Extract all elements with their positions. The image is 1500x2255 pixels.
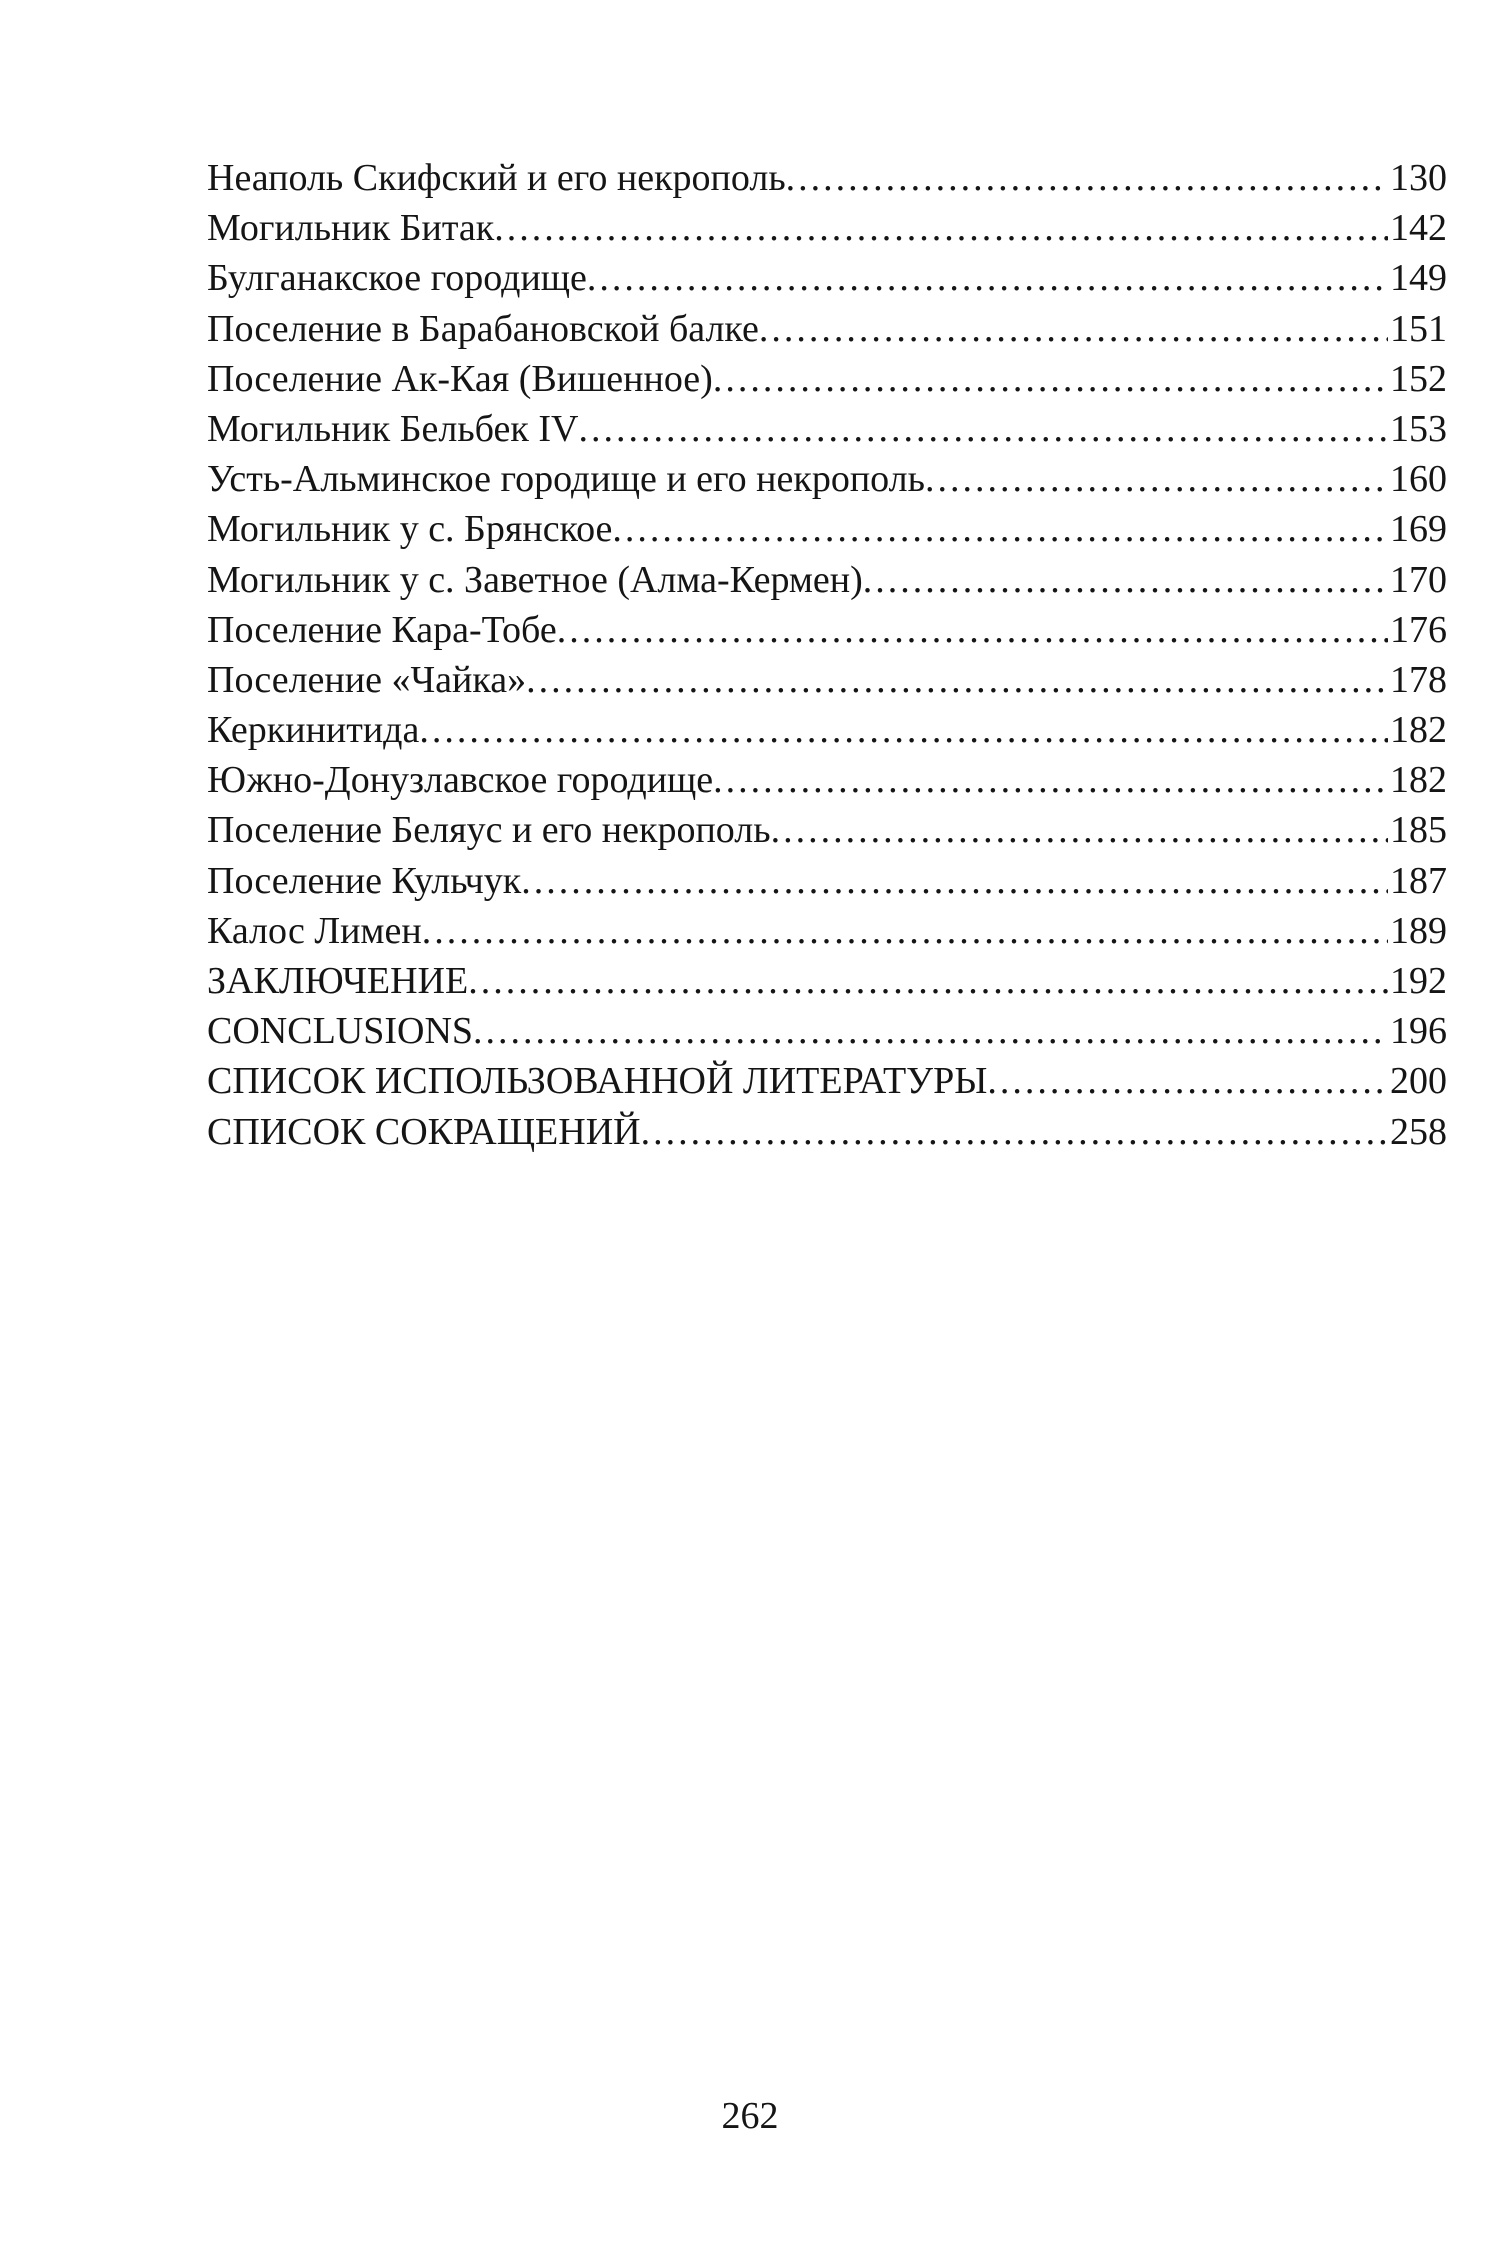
- toc-leader-dots: [578, 404, 1388, 454]
- toc-entry: [207, 856, 1447, 906]
- toc-leader-dots: [925, 454, 1388, 504]
- toc-leader-dots: [473, 1006, 1388, 1056]
- toc-entry-title: СПИСОК ИСПОЛЬЗОВАННОЙ ЛИТЕРАТУРЫ: [207, 1060, 988, 1103]
- toc-leader-dots: [419, 705, 1388, 755]
- toc-entry: [207, 555, 1447, 605]
- toc-entry-title: Поселение Беляус и его некрополь: [207, 809, 771, 852]
- toc-entry-page: 176: [1390, 608, 1447, 651]
- page-number: 262: [721, 2095, 779, 2137]
- toc-entry-page: 153: [1390, 407, 1447, 450]
- toc-entry: [207, 1056, 1447, 1106]
- toc-entry-title: Могильник у с. Брянское: [207, 508, 613, 551]
- toc-leader-dots: [786, 153, 1388, 203]
- toc-entry-page: 142: [1390, 207, 1447, 250]
- toc-entry: [207, 153, 1447, 203]
- toc-entry-page: 160: [1390, 458, 1447, 501]
- toc-entry: [207, 956, 1447, 1006]
- toc-entry: [207, 1107, 1447, 1157]
- toc-leader-dots: [587, 253, 1388, 303]
- toc-leader-dots: [771, 805, 1388, 855]
- toc-entry: [207, 354, 1447, 404]
- toc-entry-title: Калос Лимен: [207, 909, 422, 952]
- toc-entry-title: CONCLUSIONS: [207, 1010, 474, 1053]
- toc-leader-dots: [641, 1107, 1388, 1157]
- toc-entry-page: 178: [1390, 658, 1447, 701]
- table-of-contents: [207, 153, 1447, 1157]
- toc-entry: [207, 304, 1447, 354]
- toc-entry-title: Могильник у с. Заветное (Алма-Кермен): [207, 558, 863, 601]
- toc-entry-page: 149: [1390, 257, 1447, 300]
- toc-entry-title: Могильник Бельбек IV: [207, 407, 579, 450]
- toc-entry: [207, 454, 1447, 504]
- toc-entry-title: СПИСОК СОКРАЩЕНИЙ: [207, 1110, 641, 1153]
- toc-leader-dots: [521, 856, 1388, 906]
- toc-leader-dots: [526, 655, 1388, 705]
- toc-entry-title: Булганакское городище: [207, 257, 587, 300]
- toc-entry-title: Керкинитида: [207, 709, 420, 752]
- toc-entry-title: Могильник Битак: [207, 207, 495, 250]
- toc-entry-page: 187: [1390, 859, 1447, 902]
- toc-leader-dots: [987, 1056, 1388, 1106]
- toc-entry: [207, 253, 1447, 303]
- toc-leader-dots: [557, 605, 1388, 655]
- toc-entry-page: 196: [1390, 1010, 1447, 1053]
- toc-entry: [207, 504, 1447, 554]
- toc-leader-dots: [713, 354, 1388, 404]
- toc-entry: [207, 655, 1447, 705]
- toc-entry: [207, 605, 1447, 655]
- toc-entry: [207, 906, 1447, 956]
- toc-entry-page: 182: [1390, 709, 1447, 752]
- toc-leader-dots: [612, 504, 1388, 554]
- toc-leader-dots: [713, 755, 1388, 805]
- toc-leader-dots: [422, 906, 1388, 956]
- toc-entry: [207, 203, 1447, 253]
- toc-entry: [207, 705, 1447, 755]
- toc-leader-dots: [759, 304, 1388, 354]
- toc-entry-title: Неаполь Скифский и его некрополь: [207, 157, 786, 199]
- toc-entry-page: 200: [1390, 1060, 1447, 1103]
- toc-entry-page: 258: [1390, 1110, 1447, 1153]
- toc-entry-page: 130: [1390, 157, 1447, 199]
- toc-entry-page: 182: [1390, 759, 1447, 802]
- toc-entry-title: Южно-Донузлавское городище: [207, 759, 714, 802]
- toc-entry-title: Поселение Ак-Кая (Вишенное): [207, 357, 713, 400]
- toc-entry-title: Поселение в Барабановской балке: [207, 307, 759, 350]
- toc-leader-dots: [863, 555, 1388, 605]
- toc-entry-page: 152: [1390, 357, 1447, 400]
- toc-leader-dots: [494, 203, 1388, 253]
- toc-entry-page: 185: [1390, 809, 1447, 852]
- toc-entry-title: Поселение Кара-Тобе: [207, 608, 557, 651]
- toc-entry-page: 192: [1390, 960, 1447, 1002]
- toc-entry-title: Усть-Альминское городище и его некрополь: [207, 458, 925, 501]
- toc-entry: [207, 404, 1447, 454]
- toc-entry: [207, 1006, 1447, 1056]
- toc-entry-page: 189: [1390, 909, 1447, 952]
- toc-entry-page: 170: [1390, 558, 1447, 601]
- toc-entry-title: Поселение Кульчук: [207, 859, 522, 902]
- toc-entry-title: Поселение «Чайка»: [207, 658, 527, 701]
- toc-entry: [207, 805, 1447, 855]
- toc-entry-page: 151: [1390, 307, 1447, 350]
- toc-leader-dots: [468, 956, 1388, 1006]
- toc-entry-title: ЗАКЛЮЧЕНИЕ: [207, 960, 469, 1002]
- toc-entry-page: 169: [1390, 508, 1447, 551]
- toc-entry: [207, 755, 1447, 805]
